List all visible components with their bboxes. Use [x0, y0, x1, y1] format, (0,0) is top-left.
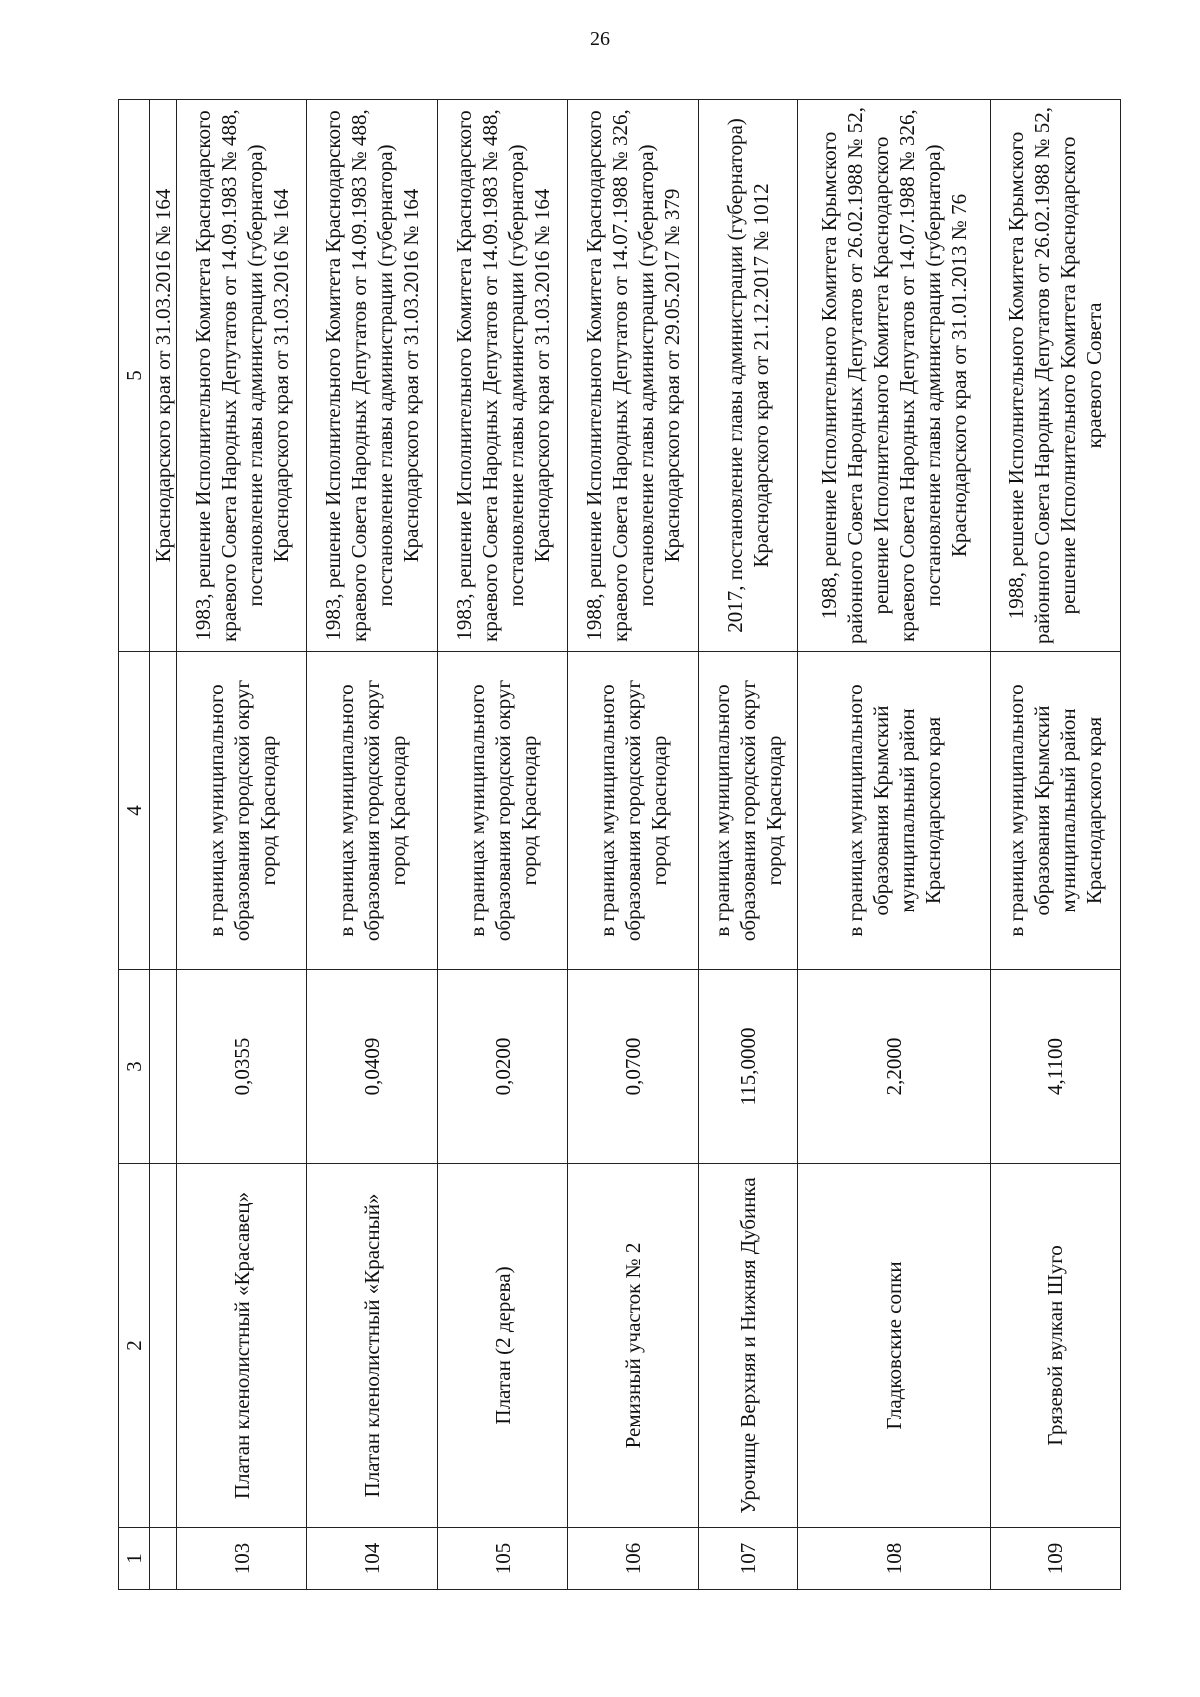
area-value: 2,2000	[797, 970, 990, 1164]
document-text: 1988, решение Исполнительного Комитета Крымского районного Совета Народных Депутатов от 26.02.1988 № 52, решение Исполнительного Комитета Краснодарского краевого Совета Народных Депутатов от 14.07.1988 № 326, постановление главы администрации (губернатора) Краснодарского края от 31.01.2013 № 76	[797, 100, 990, 652]
header-col-2: 2	[119, 1164, 150, 1528]
document-text: 1988, решение Исполнительного Комитета Краснодарского краевого Совета Народных Депутатов от 14.07.1988 № 326, постановление главы администрации (губернатора) Краснодарского края от 29.05.2017 № 379	[568, 100, 698, 652]
table-row	[568, 100, 698, 1590]
table-row	[437, 100, 567, 1590]
location-text: в границах муниципального образования Крымский муниципальный район Краснодарского края	[797, 652, 990, 970]
page-number: 26	[590, 28, 610, 50]
object-name: Грязевой вулкан Шуго	[990, 1164, 1120, 1528]
row-number: 103	[177, 1528, 307, 1590]
row-number: 104	[307, 1528, 437, 1590]
table-row	[177, 100, 307, 1590]
row-number: 108	[797, 1528, 990, 1590]
object-name: Платан кленолистный «Красавец»	[177, 1164, 307, 1528]
row-number: 106	[568, 1528, 698, 1590]
continuation-row	[150, 100, 177, 1590]
row-number: 105	[437, 1528, 567, 1590]
location-text: в границах муниципального образования Крымский муниципальный район Краснодарского края	[990, 652, 1120, 970]
location-text: в границах муниципального образования городской округ город Краснодар	[437, 652, 567, 970]
area-value: 0,0409	[307, 970, 437, 1164]
header-col-3: 3	[119, 970, 150, 1164]
document-text: 1983, решение Исполнительного Комитета Краснодарского краевого Совета Народных Депутатов от 14.09.1983 № 488, постановление главы администрации (губернатора) Краснодарского края от 31.03.2016 № 164	[177, 100, 307, 652]
continuation-text: Краснодарского края от 31.03.2016 № 164	[150, 100, 177, 652]
table-row	[698, 100, 797, 1590]
area-value: 0,0355	[177, 970, 307, 1164]
header-col-5: 5	[119, 100, 150, 652]
document-text: 1988, решение Исполнительного Комитета Крымского районного Совета Народных Депутатов от 26.02.1988 № 52, решение Исполнительного Комитета Краснодарского краевого Совета	[990, 100, 1120, 652]
table-row	[797, 100, 990, 1590]
document-text: 1983, решение Исполнительного Комитета Краснодарского краевого Совета Народных Депутатов от 14.09.1983 № 488, постановление главы администрации (губернатора) Краснодарского края от 31.03.2016 № 164	[307, 100, 437, 652]
area-value: 4,1100	[990, 970, 1120, 1164]
area-value: 0,0700	[568, 970, 698, 1164]
header-row	[119, 100, 150, 1590]
object-name: Ремизный участок № 2	[568, 1164, 698, 1528]
object-name: Гладковские сопки	[797, 1164, 990, 1528]
object-name: Урочище Верхняя и Нижняя Дубинка	[698, 1164, 797, 1528]
rotated-table-wrapper	[118, 100, 1121, 1590]
location-text: в границах муниципального образования городской округ город Краснодар	[307, 652, 437, 970]
area-value: 0,0200	[437, 970, 567, 1164]
header-col-4: 4	[119, 652, 150, 970]
row-number: 109	[990, 1528, 1120, 1590]
register-table	[118, 99, 1121, 1590]
document-text: 1983, решение Исполнительного Комитета Краснодарского краевого Совета Народных Депутатов от 14.09.1983 № 488, постановление главы администрации (губернатора) Краснодарского края от 31.03.2016 № 164	[437, 100, 567, 652]
location-text: в границах муниципального образования городской округ город Краснодар	[177, 652, 307, 970]
header-col-1: 1	[119, 1528, 150, 1590]
document-text: 2017, постановление главы администрации (губернатора) Краснодарского края от 21.12.2017 № 1012	[698, 100, 797, 652]
object-name: Платан кленолистный «Красный»	[307, 1164, 437, 1528]
row-number: 107	[698, 1528, 797, 1590]
table-row	[990, 100, 1120, 1590]
location-text: в границах муниципального образования городской округ город Краснодар	[698, 652, 797, 970]
area-value: 115,0000	[698, 970, 797, 1164]
location-text: в границах муниципального образования городской округ город Краснодар	[568, 652, 698, 970]
table-row	[307, 100, 437, 1590]
object-name: Платан (2 дерева)	[437, 1164, 567, 1528]
